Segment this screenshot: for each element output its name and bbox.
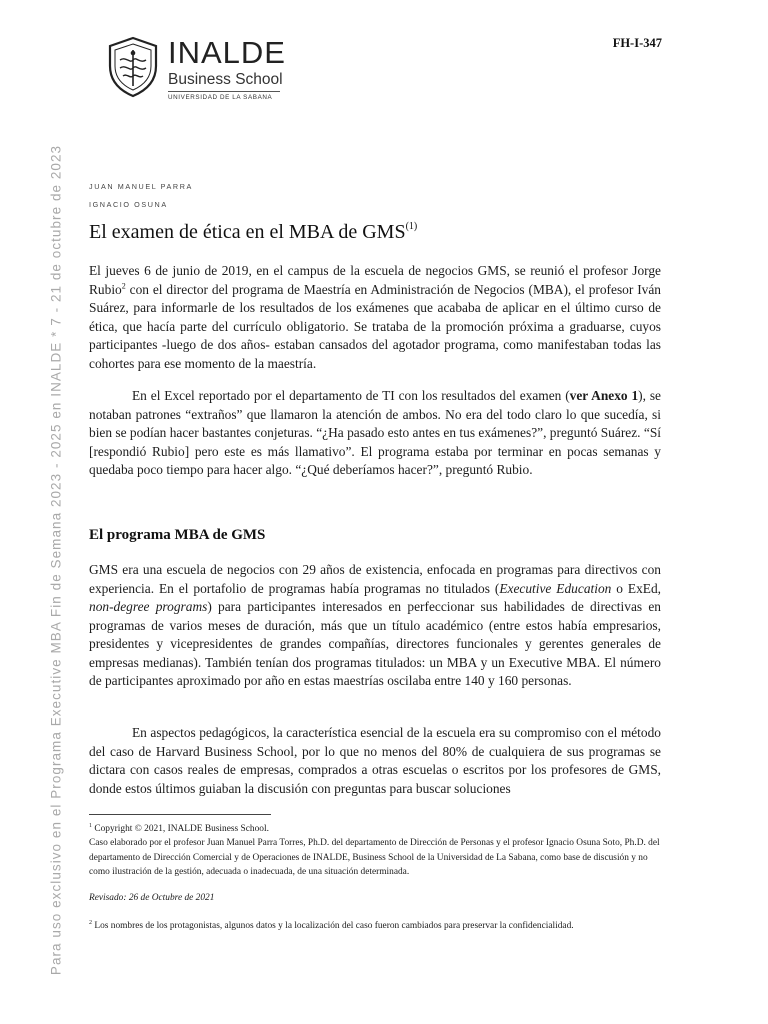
italic-term: non-degree programs bbox=[89, 599, 208, 614]
logo-subtitle: Business School bbox=[168, 71, 283, 88]
author-list bbox=[89, 178, 193, 213]
title-footnote-ref: (1) bbox=[405, 221, 418, 232]
document-code: FH-I-347 bbox=[612, 36, 662, 50]
paragraph-text: ) para participantes interesados en perfeccionar sus habilidades de directivas en programas de varios meses de duración, más que un título académico (entre estos había empresarios, presidentes y vicepresidentes de grandes compañías, directores funcionales y gerentes generales de empresas medianas). También tenían dos programas titulados: un MBA y un Executive MBA. El número de participantes aproximado por año en estas maestrías oscilaba entre 140 y 160 personas. bbox=[89, 599, 661, 688]
author-name: JUAN MANUEL PARRA bbox=[89, 182, 193, 191]
paragraph-intro bbox=[89, 262, 661, 373]
paragraph-excel bbox=[89, 387, 661, 480]
paragraph-text: con el director del programa de Maestría en Administración de Negocios (MBA), el profesor Iván Suárez, para informarle de los resultados de los exámenes que acababa de aplicar en el último curso de ética, que hacía parte del currículo obligatorio. Se trataba de la promoción próxima a graduarse, cuyos participantes -luego de dos años- estaban cansados del agotador programa, como manifestaban todas las cohortes para ese momento de la maestría. bbox=[89, 281, 661, 371]
annex-reference: ver Anexo 1 bbox=[569, 388, 639, 403]
footnote-mark: 2 bbox=[89, 919, 92, 926]
footnote-line bbox=[89, 822, 661, 836]
footnote-mark: 1 bbox=[89, 822, 92, 829]
logo-name: INALDE bbox=[168, 35, 286, 70]
paragraph-pedagogy: En aspectos pedagógicos, la característica esencial de la escuela era su compromiso con el método del caso de Harvard Business School, por lo que no menos del 80% de cualquiera de sus programas se dictara con casos reales de empresas, comprados a otras escuelas o escritos por los profesores de GMS, donde estos últimos guiaban la discusión con preguntas para buscar soluciones bbox=[89, 725, 661, 796]
italic-term: Executive Education bbox=[499, 580, 612, 596]
paragraph-text: GMS era una escuela de negocios con 29 años de existencia, enfocada en programas para directivos con experiencia. En el portafolio de programas había programas no titulados ( bbox=[89, 562, 661, 596]
paragraph-text: ), se notaban patrones “extraños” que llamaron la atención de ambos. No era del todo claro lo que sucedía, si bien se podían hacer bastantes conjeturas. “¿Ha pasado esto antes en tus exámenes?”, preguntó Suárez. “Sí [respondió Rubio] pero este es más llamativo”. El programa estaba por terminar en pocas semanas y quedaba poco tiempo para hacer algo. “¿Qué deberíamos hacer?”, preguntó Rubio. bbox=[89, 388, 662, 477]
footnote-ref: 2 bbox=[121, 281, 126, 291]
paragraph-text: El jueves 6 de junio de 2019, en el campus de la escuela de negocios GMS, se reunió el profesor Jorge Rubio bbox=[89, 263, 661, 297]
footnote-text: Los nombres de los protagonistas, algunos datos y la localización del caso fueron cambiados para preservar la confidencialidad. bbox=[92, 921, 574, 931]
footnote-body: Caso elaborado por el profesor Juan Manuel Parra Torres, Ph.D. del departamento de Dirección de Personas y el profesor Ignacio Osuna Soto, Ph.D. del departamento de Dirección Comercial y de Operaciones de INALDE, Business School de la Universidad de La Sabana, como base de discusión y no como ilustración de la gestión, adecuada o inadecuada, de una situación determinada. bbox=[89, 838, 660, 877]
footnote-names bbox=[89, 919, 661, 933]
inalde-logo bbox=[106, 36, 306, 100]
title-text: El examen de ética en el MBA de GMS bbox=[89, 221, 406, 243]
logo-wordmark bbox=[168, 36, 286, 101]
footnote-copyright bbox=[89, 822, 661, 879]
logo-divider bbox=[168, 91, 280, 92]
paragraph-gms bbox=[89, 561, 661, 691]
footnote-text: Copyright © 2021, INALDE Business School. bbox=[92, 824, 269, 834]
footnote-divider bbox=[89, 814, 271, 815]
paragraph-text: o ExEd, bbox=[611, 580, 662, 596]
revision-note: Revisado: 26 de Octubre de 2021 bbox=[89, 893, 215, 903]
side-watermark: Para uso exclusivo en el Programa Executive MBA Fin de Semana 2023 - 2025 en INALDE * 7 - 21 de octubre de 2023 bbox=[48, 144, 64, 976]
logo-university: UNIVERSIDAD DE LA SABANA bbox=[168, 94, 273, 101]
section-heading: El programa MBA de GMS bbox=[89, 527, 266, 543]
author-name: IGNACIO OSUNA bbox=[89, 199, 168, 209]
shield-crest-icon bbox=[106, 36, 160, 98]
paragraph-text: En el Excel reportado por el departamento de TI con los resultados del examen ( bbox=[132, 388, 570, 403]
document-title bbox=[89, 221, 417, 244]
